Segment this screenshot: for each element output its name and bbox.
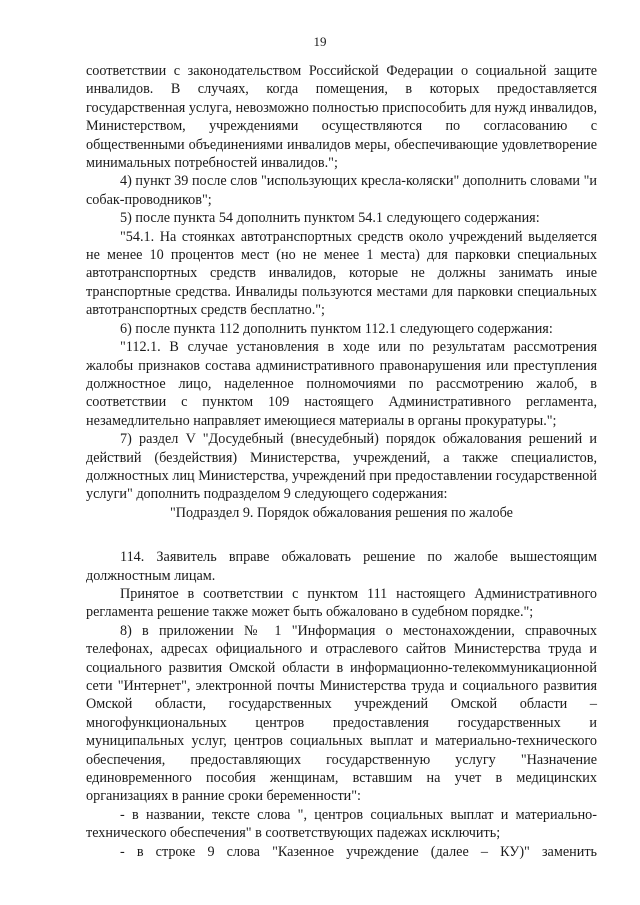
paragraph-9: 114. Заявитель вправе обжаловать решение по жалобе вышестоящим должностным лицам. <box>86 549 597 584</box>
paragraph-2: 4) пункт 39 после слов "использующих кресла-коляски" дополнить словами "и собак-проводников"; <box>86 173 597 208</box>
paragraph-5: 6) после пункта 112 дополнить пунктом 112.1 следующего содержания: <box>120 320 553 337</box>
paragraph-13: - в строке 9 слова "Казенное учреждение (далее – КУ)" заменить <box>120 843 597 860</box>
paragraph-11: 8) в приложении № 1 "Информация о местонахождении, справочных телефонах, адресах официального и отраслевого сайтов Министерства труда и социального развития Омской области в информационно-телекоммуникационной сети "Интернет", электронной почты Министерства труда и социального развития Омской области, государственных учреждений Омской области – многофункциональных центров предоставления государственных и муниципальных услуг, центров социальных выплат и материально-технического обеспечения, предоставляющих государственную услугу "Назначение единовременного пособия женщинам, вставшим на учет в медицинских организациях в ранние сроки беременности": <box>86 622 597 805</box>
paragraph-1: соответствии с законодательством Российской Федерации о социальной защите инвалидов. В случаях, когда помещения, в которых предоставляется государственная услуга, невозможно полностью приспособить для нужд инвалидов, Министерством, учреждениями осуществляются по согласованию с общественными объединениями инвалидов меры, обеспечивающие удовлетворение минимальных потребностей инвалидов."; <box>86 63 597 172</box>
paragraph-7: 7) раздел V "Досудебный (внесудебный) порядок обжалования решений и действий (бездействия) Министерства, учреждений, а также специалистов, должностных лиц Министерства, учреждений при предоставлении государственной услуги" дополнить подразделом 9 следующего содержания: <box>86 431 597 503</box>
paragraph-6: "112.1. В случае установления в ходе или по результатам рассмотрения жалобы признаков состава административного правонарушения или преступления должностное лицо, наделенное полномочиями по рассмотрению жалоб, в соответствии с пунктом 109 настоящего Административного регламента, незамедлительно направляет имеющиеся материалы в органы прокуратуры."; <box>86 339 597 429</box>
page-number: 19 <box>313 34 327 49</box>
paragraph-12: - в названии, тексте слова ", центров социальных выплат и материально-технического обеспечения" в соответствующих падежах исключить; <box>86 806 597 842</box>
document-body <box>86 62 597 861</box>
blank-line <box>86 522 597 548</box>
paragraph-4: "54.1. На стоянках автотранспортных средств около учреждений выделяется не менее 10 процентов мест (но не менее 1 места) для парковки специальных автотранспортных средств инвалидов, которые не должны занимать иные транспортные средства. Инвалиды пользуются местами для парковки специальных автотранспортных средств бесплатно."; <box>86 228 597 319</box>
paragraph-10: Принятое в соответствии с пунктом 111 настоящего Административного регламента решение также может быть обжаловано в судебном порядке."; <box>86 585 597 621</box>
paragraph-3: 5) после пункта 54 дополнить пунктом 54.1 следующего содержания: <box>120 210 540 227</box>
subsection-heading: "Подраздел 9. Порядок обжалования решения по жалобе <box>170 504 513 521</box>
